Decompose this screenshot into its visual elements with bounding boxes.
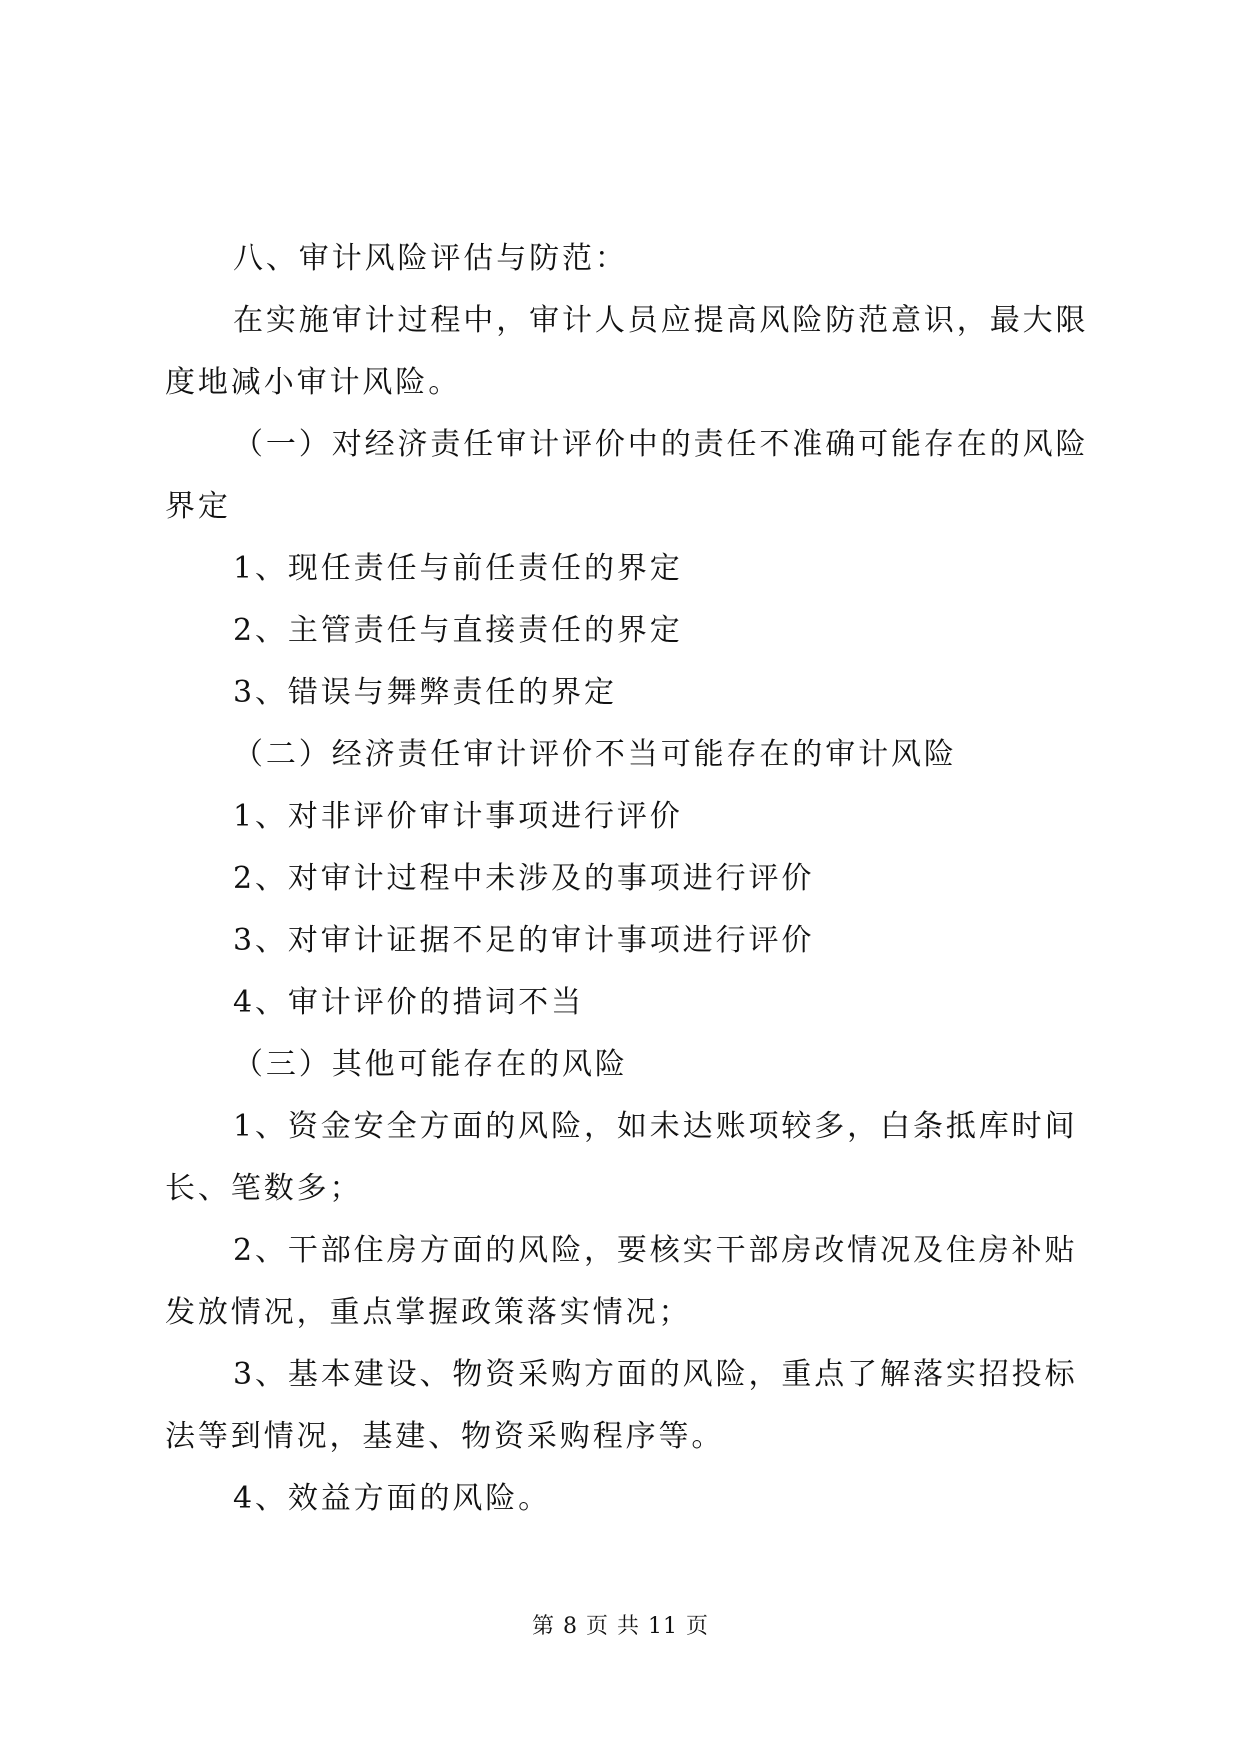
paragraph-line: 长、笔数多； (165, 1171, 363, 1206)
paragraph-line: 法等到情况，基建、物资采购程序等。 (165, 1419, 725, 1454)
section-heading: 八、审计风险评估与防范： (233, 241, 628, 276)
list-item: 4、审计评价的措词不当 (233, 985, 584, 1020)
list-item: 3、对审计证据不足的审计事项进行评价 (233, 923, 815, 958)
document-body (165, 228, 1089, 1530)
list-item: 3、基本建设、物资采购方面的风险，重点了解落实招投标 (233, 1357, 1078, 1392)
subsection-heading: （三）其他可能存在的风险 (233, 1047, 628, 1082)
list-item: 4、效益方面的风险。 (233, 1481, 552, 1516)
list-item: 2、对审计过程中未涉及的事项进行评价 (233, 861, 815, 896)
list-item: 1、现任责任与前任责任的界定 (233, 551, 683, 586)
paragraph-line: 度地减小审计风险。 (165, 365, 462, 400)
list-item: 2、干部住房方面的风险，要核实干部房改情况及住房补贴 (233, 1233, 1078, 1268)
subsection-heading: （一）对经济责任审计评价中的责任不准确可能存在的风险 (233, 427, 1089, 462)
paragraph-line: 在实施审计过程中，审计人员应提高风险防范意识，最大限 (233, 303, 1089, 338)
list-item: 1、对非评价审计事项进行评价 (233, 799, 683, 834)
list-item: 3、错误与舞弊责任的界定 (233, 675, 617, 710)
list-item: 1、资金安全方面的风险，如未达账项较多，白条抵库时间 (233, 1109, 1078, 1144)
list-item: 2、主管责任与直接责任的界定 (233, 613, 683, 648)
page-number-footer: 第 8 页 共 11 页 (532, 1614, 709, 1639)
paragraph-line: 界定 (165, 489, 231, 524)
subsection-heading: （二）经济责任审计评价不当可能存在的审计风险 (233, 737, 957, 772)
paragraph-line: 发放情况，重点掌握政策落实情况； (165, 1295, 692, 1330)
